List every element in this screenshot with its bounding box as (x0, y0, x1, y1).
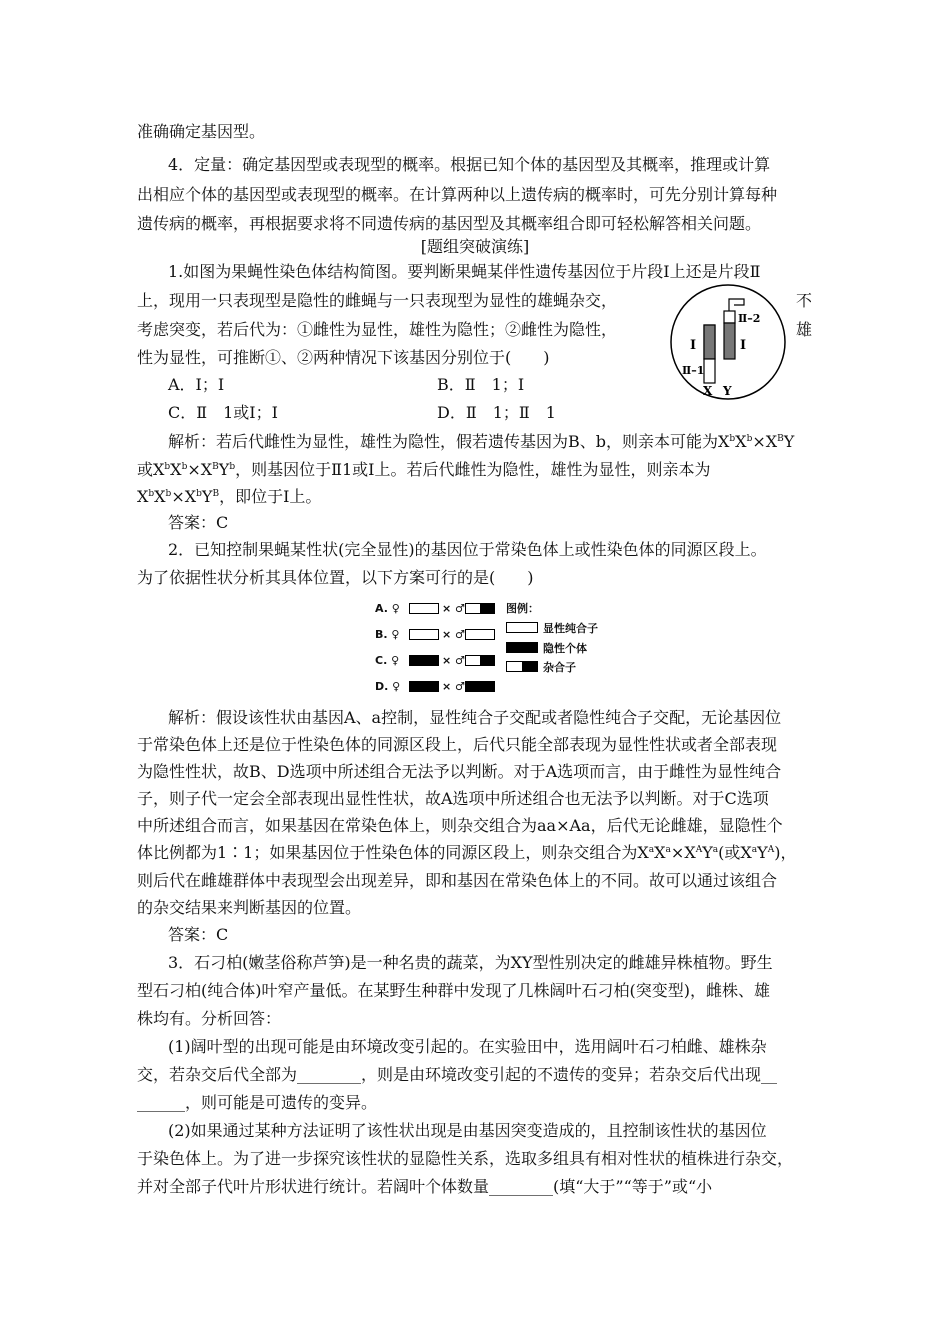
explanation-line: 子，则子代一定会全部表现出显性性状，故A选项中所述组合也无法予以判断。对于C选项 (137, 789, 769, 808)
explanation-line: 解析：若后代雌性为显性，雄性为隐性，假若遗传基因为B、b，则亲本可能为$X^bX^b\times X^BY$ (168, 432, 795, 451)
option-a: A．Ⅰ；Ⅰ (168, 375, 225, 394)
label-I-left: Ⅰ (690, 338, 697, 353)
text-line: 准确确定基因型。 (137, 122, 266, 141)
legend-dominant-homo-swatch (506, 622, 538, 633)
row-c-label: C. ♀ (375, 654, 400, 667)
question-3-part-1: ______，则可能是可遗传的变异。 (137, 1093, 378, 1112)
question-2-text: 2．已知控制果蝇某性状(完全显性)的基因位于常染色体上或性染色体的同源区段上。 (168, 540, 767, 559)
question-3-text: 株均有。分析回答： (137, 1009, 282, 1028)
question-2-text: 为了依据性状分析其具体位置，以下方案可行的是( ) (137, 568, 534, 587)
question-1-text: 考虑突变，若后代为：①雌性为显性，雄性为隐性；②雌性为隐性， (137, 320, 618, 339)
explanation-line: 为隐性性状，故B、D选项中所述组合无法予以判断。对于A选项而言，由于雌性为显性纯合 (137, 762, 782, 781)
explanation-line: 于常染色体上还是位于性染色体的同源区段上，后代只能全部表现为显性性状或者全部表现 (137, 735, 778, 754)
question-1-text: 性为显性，可推断①、②两种情况下该基因分别位于( ) (137, 348, 550, 367)
explanation-line: 的杂交结果来判断基因的位置。 (137, 898, 362, 917)
cross-symbol: × ♂ (442, 680, 465, 693)
question-3-text: 3．石刁柏(嫩茎俗称芦笋)是一种名贵的蔬菜，为XY型性别决定的雌雄异株植物。野生 (168, 953, 773, 972)
label-II2: Ⅱ–2 (738, 312, 761, 325)
male-recessive-box (465, 681, 495, 692)
female-dominant-homo-box (409, 603, 439, 614)
explanation-line: 或$X^bX^b\times X^BY^b$，则基因位于Ⅱ1或Ⅰ上。若后代雌性为隐性，雄性为显性，则亲本为 (137, 460, 711, 479)
question-1-text: 雄 (796, 320, 813, 339)
section-heading: [题组突破演练] (420, 237, 530, 256)
male-dominant-homo-box (465, 629, 495, 640)
text-line: 4．定量：确定基因型或表现型的概率。根据已知个体的基因型及其概率，推理或计算 (168, 155, 771, 174)
cross-symbol: × ♂ (442, 654, 465, 667)
option-c: C．Ⅱ 1或Ⅰ；Ⅰ (168, 403, 278, 422)
question-3-text: 型石刁柏(纯合体)叶窄产量低。在某野生种群中发现了几株阔叶石刁柏(突变型)，雌株、雄 (137, 981, 770, 1000)
explanation-line: $X^bX^b\times X^bY^B$，即位于Ⅰ上。 (137, 487, 322, 506)
label-I-right: Ⅰ (740, 338, 747, 353)
question-1-text: 1.如图为果蝇性染色体结构简图。要判断果蝇某伴性遗传基因位于片段Ⅰ上还是片段Ⅱ (168, 262, 761, 281)
label-y: Y (723, 384, 732, 398)
female-dominant-homo-box (409, 629, 439, 640)
question-3-part-2: (2)如果通过某种方法证明了该性状出现是由基因突变造成的，且控制该性状的基因位 (168, 1121, 767, 1140)
x-homologous-segment (704, 325, 715, 359)
cross-options-figure (375, 598, 615, 698)
question-3-part-2: 于染色体上。为了进一步探究该性状的显隐性关系，选取多组具有相对性状的植株进行杂交， (137, 1149, 794, 1168)
explanation-line: 体比例都为1∶1；如果基因位于性染色体的同源区段上，则杂交组合为$X^aX^a\times X^AY^a$(或$X^aY^A$)， (137, 843, 797, 862)
question-3-part-1: 交，若杂交后代全部为________，则是由环境改变引起的不遗传的变异；若杂交后代出现__ (137, 1065, 778, 1084)
legend-title: 图例： (506, 602, 539, 615)
y-homologous-segment (724, 323, 735, 359)
male-heterozygote-box (465, 655, 495, 666)
female-recessive-box (409, 681, 439, 692)
male-heterozygote-box (465, 603, 495, 614)
question-3-part-2: 并对全部子代叶片形状进行统计。若阔叶个体数量________(填“大于”“等于”或“小 (137, 1177, 713, 1196)
explanation-line: 则后代在雌雄群体中表现型会出现差异，即和基因在常染色体上的不同。故可以通过该组合 (137, 871, 778, 890)
row-b-label: B. ♀ (375, 628, 400, 641)
label-II1: Ⅱ–1 (682, 364, 705, 377)
bracket-line (729, 299, 744, 311)
female-recessive-box (409, 655, 439, 666)
legend-heterozygote-swatch (506, 661, 538, 672)
option-d: D．Ⅱ 1；Ⅱ 1 (437, 403, 556, 422)
answer-line: 答案：C (168, 513, 229, 532)
option-b: B．Ⅱ 1；Ⅰ (437, 375, 525, 394)
cross-symbol: × ♂ (442, 628, 465, 641)
question-1-text: 不 (796, 291, 813, 310)
chromosome-diagram (668, 283, 788, 401)
legend-recessive-swatch (506, 642, 538, 653)
y-chromosome-upper (724, 311, 735, 323)
legend-recessive-label: 隐性个体 (543, 642, 587, 655)
explanation-line: 解析：假设该性状由基因A、a控制，显性纯合子交配或者隐性纯合子交配，无论基因位 (168, 708, 782, 727)
cross-symbol: × ♂ (442, 602, 465, 615)
legend-heterozygote-label: 杂合子 (543, 661, 576, 674)
row-d-label: D. ♀ (375, 680, 401, 693)
question-1-text: 上，现用一只表现型是隐性的雌蝇与一只表现型为显性的雄蝇杂交， (137, 291, 618, 310)
question-3-part-1: (1)阔叶型的出现可能是由环境改变引起的。在实验田中，选用阔叶石刁柏雌、雄株杂 (168, 1037, 767, 1056)
text-line: 出相应个体的基因型或表现型的概率。在计算两种以上遗传病的概率时，可先分别计算每种 (137, 185, 778, 204)
legend-dominant-homo-label: 显性纯合子 (543, 622, 598, 635)
x-chromosome-lower (704, 359, 715, 383)
answer-line: 答案：C (168, 925, 229, 944)
label-x: X (703, 384, 713, 398)
text-line: 遗传病的概率，再根据要求将不同遗传病的基因型及其概率组合即可轻松解答相关问题。 (137, 214, 762, 233)
explanation-line: 中所述组合而言，如果基因在常染色体上，则杂交组合为aa×Aa，后代无论雌雄，显隐性个 (137, 816, 783, 835)
row-a-label: A. ♀ (375, 602, 400, 615)
